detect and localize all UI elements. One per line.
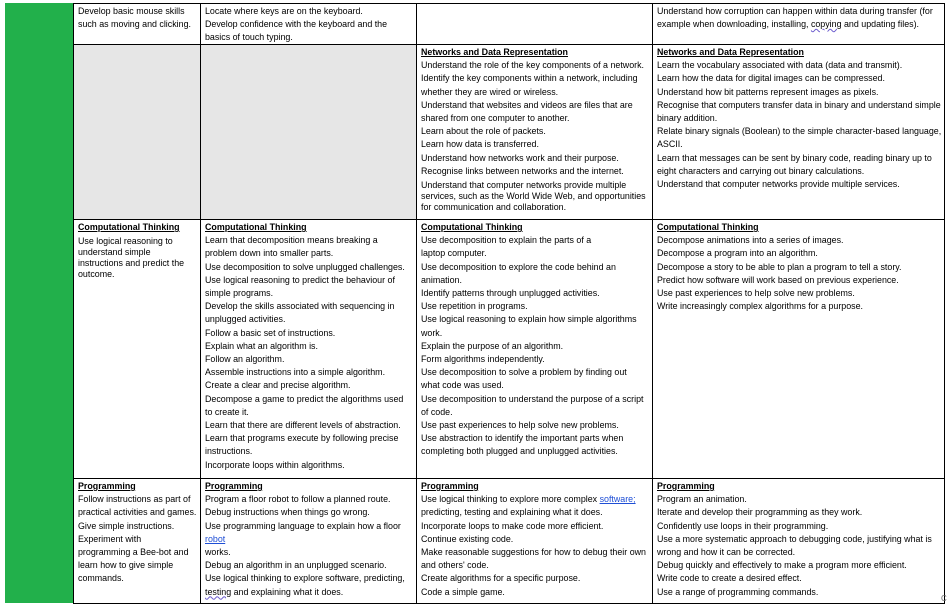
cell-text-line: Incorporate loops to make code more efficient. [421,520,604,531]
cell-text-line: testing and explaining what it does. [205,586,344,597]
cell-text-line: practical activities and games. [78,507,197,518]
cell-text-line: Develop confidence with the keyboard and the [205,19,388,30]
cell-text-line: Understand the role of the key components of a network. [421,60,644,71]
cell-text-line: Learn about the role of packets. [421,126,546,137]
cell-text-line: Form algorithms independently. [421,354,545,365]
cell-text-line: Assemble instructions into a simple algorithm. [205,367,386,378]
cell-text-line: Write code to create a desired effect. [657,573,802,584]
row-computational-thinking-col-ks1-cell [200,219,417,479]
cell-text-line: simple programs. [205,288,274,299]
cell-text-line: Incorporate loops within algorithms. [205,459,345,470]
cell-text-line: problem down into smaller parts. [205,248,334,259]
cell-text-line: Create algorithms for a specific purpose. [421,573,581,584]
row-networks-col-foundation-cell [73,44,201,220]
section-heading: Programming [205,481,263,491]
cell-text-line: Recognise that computers transfer data in binary and understand simple [657,99,941,110]
cell-text-line: instructions. [205,446,253,457]
section-heading: Computational Thinking [78,222,180,232]
cell-text-line: Develop the skills associated with sequencing in [205,301,395,312]
cell-text-line: of code. [421,406,453,417]
cell-text-line: animation. [421,274,462,285]
row-networks-col-ks1-cell [200,44,417,220]
cell-text-line: Identify the key components within a network, including [421,73,638,84]
cell-text-line: unplugged activities. [205,314,286,325]
cell-text-line: Continue existing code. [421,533,514,544]
cell-text-line: Develop basic mouse skills [78,6,185,16]
row-computational-thinking-col-foundation-cell [73,219,201,479]
cell-text-line: to create it. [205,406,249,417]
cell-text-line: Decompose animations into a series of images. [657,235,844,246]
section-heading: Programming [421,481,479,491]
cell-text-line: Understand how corruption can happen within data during transfer (for [657,6,933,16]
cell-text-line: wrong and how it can be corrected. [657,547,796,558]
cell-text-line: and others' code. [421,560,489,571]
row-programming-col-lower-ks2-cell [416,478,653,604]
cell-text-line: Program a floor robot to follow a planned route. [205,494,391,505]
cell-text-line: Learn how data is transferred. [421,139,539,150]
cell-text-line: Decompose a program into an algorithm. [657,248,818,259]
cell-text-line: Learn that decomposition means breaking a [205,235,378,246]
cell-text-line: Write increasingly complex algorithms for a purpose. [657,301,864,312]
section-heading: Computational Thinking [421,222,523,232]
row-computational-thinking-col-lower-ks2-cell [416,219,653,479]
cell-text-line: Program an animation. [657,494,747,505]
section-heading: Programming [78,481,136,491]
cell-text-line: works. [205,547,231,558]
section-heading: Computational Thinking [657,222,759,232]
cell-text-line: robot [205,533,226,544]
page-corner-mark: C [941,594,947,603]
cell-text-line: predicting, testing and explaining what it does. [421,507,603,518]
cell-paragraph: Use logical reasoning to understand simple instructions and predict the outcome. [78,236,185,280]
row-programming-col-foundation-cell [73,478,201,604]
cell-text-line: Use repetition in programs. [421,301,528,312]
section-heading: Networks and Data Representation [421,47,568,57]
cell-text-line: whether they are wired or wireless. [421,86,559,97]
cell-text-line: binary addition. [657,113,718,124]
section-heading: Computational Thinking [205,222,307,232]
cell-text-line: Follow an algorithm. [205,354,285,365]
cell-text-line: Use logical reasoning to predict the behaviour of [205,274,395,285]
cell-text-line: Use decomposition to understand the purpose of a script [421,393,644,404]
cell-paragraph: Understand that computer networks provide multiple services, such as the World Wide Web, and opportunities for communication and collaboration. [421,180,646,213]
cell-text-line: Use logical thinking to explore more complex software; [421,494,636,505]
cell-text-line: Code a simple game. [421,586,505,597]
cell-text-line: Use decomposition to solve a problem by finding out [421,367,627,378]
row-networks-col-lower-ks2-cell [416,44,653,220]
cell-text-line: what code was used. [421,380,504,391]
cell-text-line: Explain what an algorithm is. [205,340,318,351]
cell-text-line: Confidently use loops in their programming. [657,520,829,531]
cell-text-line: Experiment with [78,533,142,544]
cell-text-line: Debug quickly and effectively to make a program more efficient. [657,560,907,571]
row-networks-col-upper-ks2-cell [652,44,945,220]
cell-text-line: Debug instructions when things go wrong. [205,507,370,518]
cell-text-line: Learn that there are different levels of abstraction. [205,420,401,431]
row-basics-col-lower-ks2-cell [416,3,653,45]
cell-text-line: Recognise links between networks and the internet. [421,165,624,176]
cell-text-line: Use decomposition to explain the parts of a [421,235,592,246]
cell-text-line: basics of touch typing. [205,32,293,43]
cell-text-line: Identify patterns through unplugged activities. [421,288,600,299]
cell-text-line: Learn the vocabulary associated with data (data and transmit). [657,60,903,71]
cell-text-line: learn how to give simple [78,560,174,571]
cell-text-line: commands. [78,573,124,584]
cell-text-line: Use a range of programming commands. [657,586,819,597]
row-programming-col-ks1-cell [200,478,417,604]
cell-text-line: completing both plugged and unplugged activities. [421,446,618,457]
cell-text-line: Create a clear and precise algorithm. [205,380,351,391]
section-heading: Programming [657,481,715,491]
cell-text-line: Give simple instructions. [78,520,175,531]
cell-text-line: Debug an algorithm in an unplugged scenario. [205,560,387,571]
cell-text-line: Use logical reasoning to explain how simple algorithms [421,314,637,325]
cell-text-line: shared from one computer to another. [421,113,570,124]
cell-text-line: Iterate and develop their programming as they work. [657,507,863,518]
cell-text-line: programming a Bee-bot and [78,547,189,558]
cell-text-line: Learn how the data for digital images can be compressed. [657,73,885,84]
cell-text-line: such as moving and clicking. [78,19,191,30]
row-basics-col-upper-ks2-cell [652,3,945,45]
cell-text-line: Learn that messages can be sent by binary code, reading binary up to [657,152,932,163]
cell-text-line: eight characters and carrying out binary calculations. [657,165,865,176]
row-programming-col-upper-ks2-cell [652,478,945,604]
row-basics-col-ks1-cell [200,3,417,45]
cell-text-line: example when downloading, installing, copying and updating files). [657,19,919,30]
cell-text-line: Understand how bit patterns represent images as pixels. [657,86,879,97]
cell-text-line: Decompose a story to be able to plan a program to tell a story. [657,261,902,272]
cell-text-line: Make reasonable suggestions for how to debug their own [421,547,646,558]
cell-text-line: Follow instructions as part of [78,494,191,505]
cell-text-line: Use a more systematic approach to debugging code, justifying what is [657,533,932,544]
cell-text-line: laptop computer. [421,248,487,259]
cell-text-line: Follow a basic set of instructions. [205,327,336,338]
cell-text-line: Understand how networks work and their purpose. [421,152,619,163]
cell-text-line: Understand that computer networks provide multiple services. [657,179,900,190]
cell-text-line: Learn that programs execute by following precise [205,433,399,444]
cell-text-line: Use logical thinking to explore software, predicting, [205,573,405,584]
cell-text-line: Explain the purpose of an algorithm. [421,340,564,351]
cell-text-line: Use past experiences to help solve new problems. [421,420,619,431]
cell-text-line: Use programming language to explain how a floor [205,520,401,531]
cell-text-line: Predict how software will work based on previous experience. [657,274,899,285]
cell-text-line: ASCII. [657,139,683,150]
cell-text-line: Relate binary signals (Boolean) to the simple character-based language, [657,126,942,137]
cell-text-line: Decompose a game to predict the algorithms used [205,393,404,404]
cell-text-line: Use abstraction to identify the important parts when [421,433,624,444]
cell-text-line: Use past experiences to help solve new problems. [657,288,855,299]
section-heading: Networks and Data Representation [657,47,804,57]
row-basics-col-foundation-cell [73,3,201,45]
cell-text-line: Use decomposition to explore the code behind an [421,261,616,272]
cell-text-line: Use decomposition to solve unplugged challenges. [205,261,405,272]
row-computational-thinking-col-upper-ks2-cell [652,219,945,479]
cell-text-line: work. [421,327,443,338]
cell-text-line: Understand that websites and videos are files that are [421,99,633,110]
green-side-bar [5,3,73,603]
cell-text-line: Locate where keys are on the keyboard. [205,6,363,16]
